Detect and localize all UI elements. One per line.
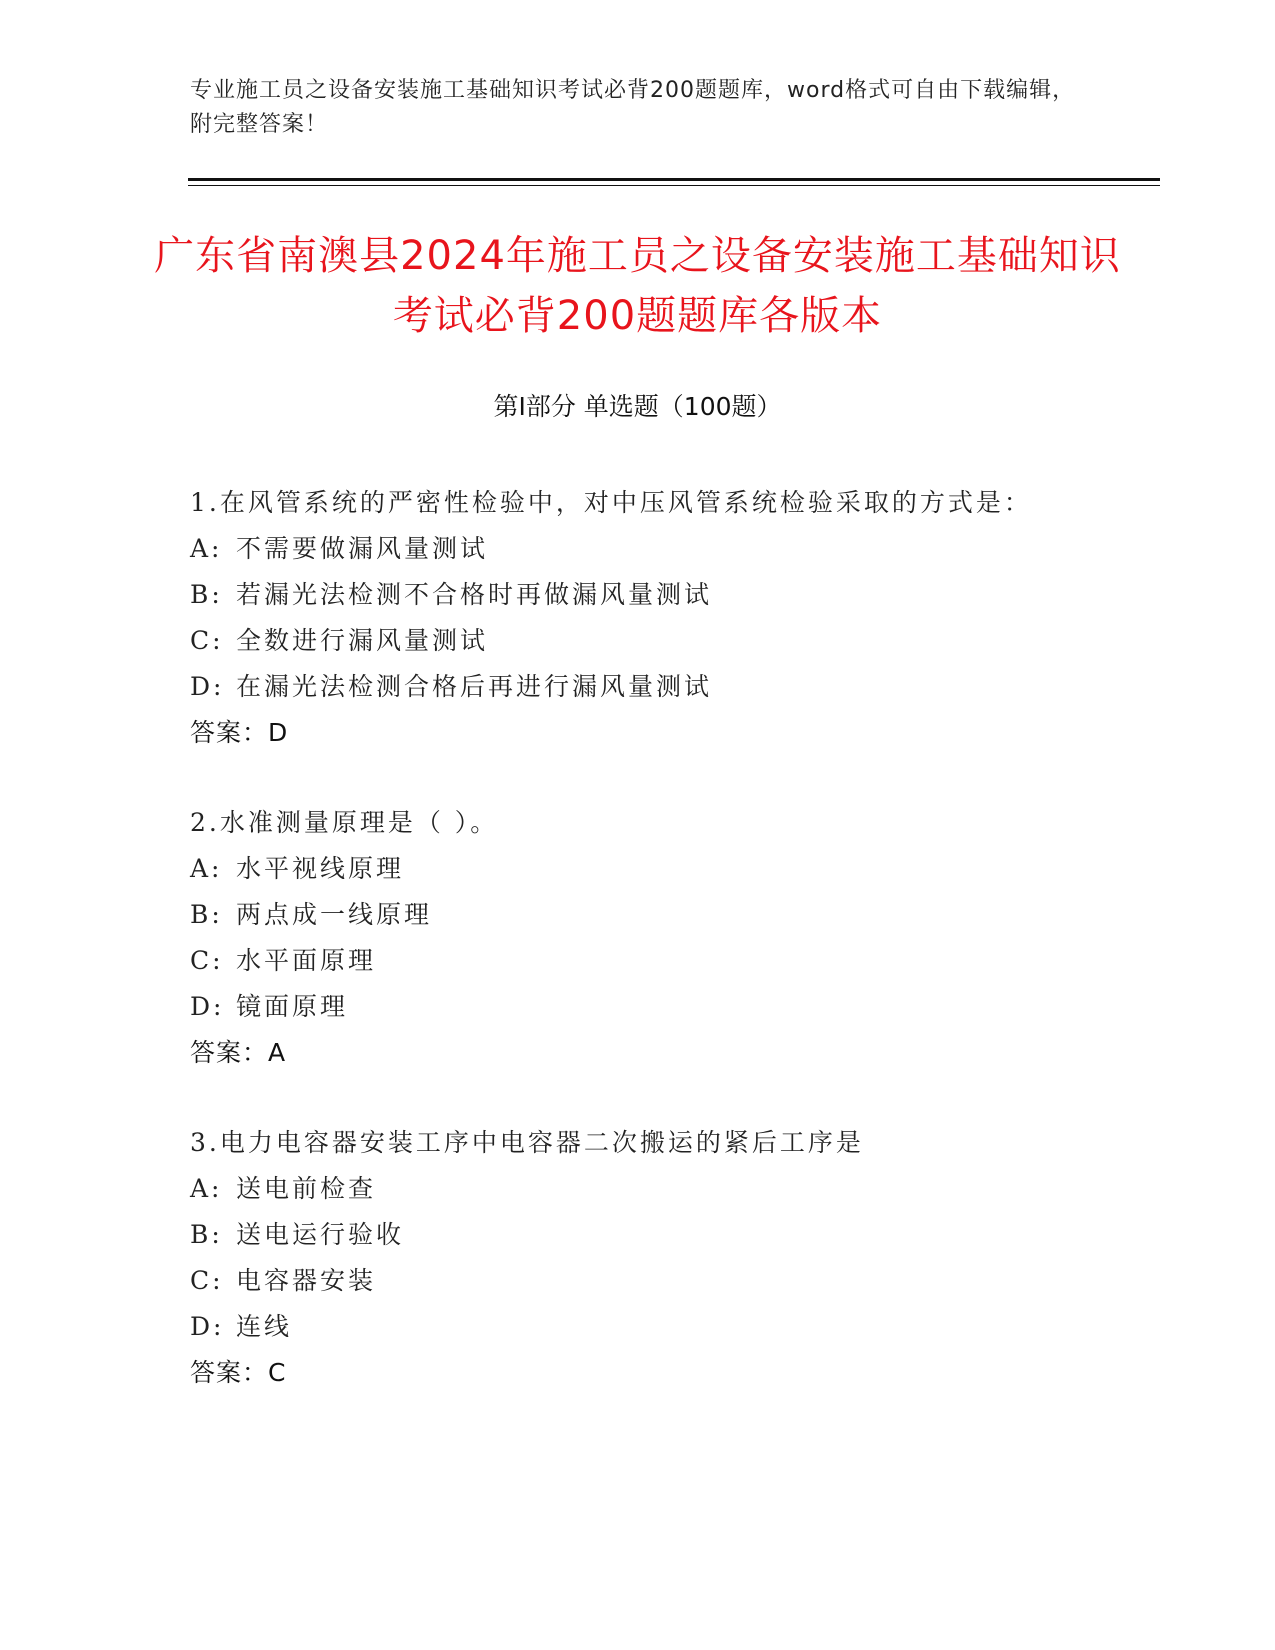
option-d [190, 984, 1150, 1030]
question-2 [190, 800, 1150, 1076]
option-letter: B: [190, 1220, 223, 1249]
option-a [190, 846, 1150, 892]
option-c [190, 1258, 1150, 1304]
option-text: 不需要做漏风量测试 [236, 534, 489, 563]
option-b [190, 1212, 1150, 1258]
option-text: 若漏光法检测不合格时再做漏风量测试 [236, 580, 713, 609]
option-a [190, 1166, 1150, 1212]
option-text: 送电前检查 [236, 1174, 377, 1203]
option-text: 连线 [236, 1312, 293, 1341]
option-letter: D: [190, 992, 225, 1021]
document-title: 广东省南澳县2024年施工员之设备安装施工基础知识考试必背200题题库各版本 [154, 233, 1121, 339]
question-stem: 1.在风管系统的严密性检验中，对中压风管系统检验采取的方式是： [190, 488, 1032, 517]
option-letter: B: [190, 580, 223, 609]
option-text: 在漏光法检测合格后再进行漏风量测试 [236, 672, 713, 701]
option-c [190, 618, 1150, 664]
question-list [190, 480, 1150, 1440]
option-letter: C: [190, 1266, 224, 1295]
option-text: 全数进行漏风量测试 [236, 626, 489, 655]
option-d [190, 664, 1150, 710]
option-text: 水平面原理 [236, 946, 377, 975]
option-letter: A: [190, 1174, 223, 1203]
option-text: 送电运行验收 [236, 1220, 405, 1249]
question-stem: 3.电力电容器安装工序中电容器二次搬运的紧后工序是 [190, 1128, 864, 1157]
option-text: 水平视线原理 [236, 854, 405, 883]
option-b [190, 892, 1150, 938]
answer-line: 答案：A [190, 1038, 287, 1067]
header-rule-thin [188, 185, 1160, 186]
answer-line: 答案：D [190, 718, 289, 747]
header-rule-thick [188, 178, 1160, 181]
option-letter: D: [190, 1312, 225, 1341]
option-c [190, 938, 1150, 984]
question-1 [190, 480, 1150, 756]
option-letter: A: [190, 534, 223, 563]
section-heading: 第Ⅰ部分 单选题（100题） [493, 392, 782, 421]
option-letter: A: [190, 854, 223, 883]
option-text: 镜面原理 [236, 992, 349, 1021]
option-d [190, 1304, 1150, 1350]
option-letter: C: [190, 946, 224, 975]
question-3 [190, 1120, 1150, 1396]
option-text: 电容器安装 [236, 1266, 377, 1295]
option-b [190, 572, 1150, 618]
question-stem: 2.水准测量原理是（ ）。 [190, 808, 499, 837]
option-text: 两点成一线原理 [236, 900, 433, 929]
option-letter: C: [190, 626, 224, 655]
option-a [190, 526, 1150, 572]
option-letter: B: [190, 900, 223, 929]
option-letter: D: [190, 672, 225, 701]
header-note: 专业施工员之设备安装施工基础知识考试必背200题题库，word格式可自由下载编辑，附完整答案！ [190, 78, 1076, 137]
answer-line: 答案：C [190, 1358, 287, 1387]
